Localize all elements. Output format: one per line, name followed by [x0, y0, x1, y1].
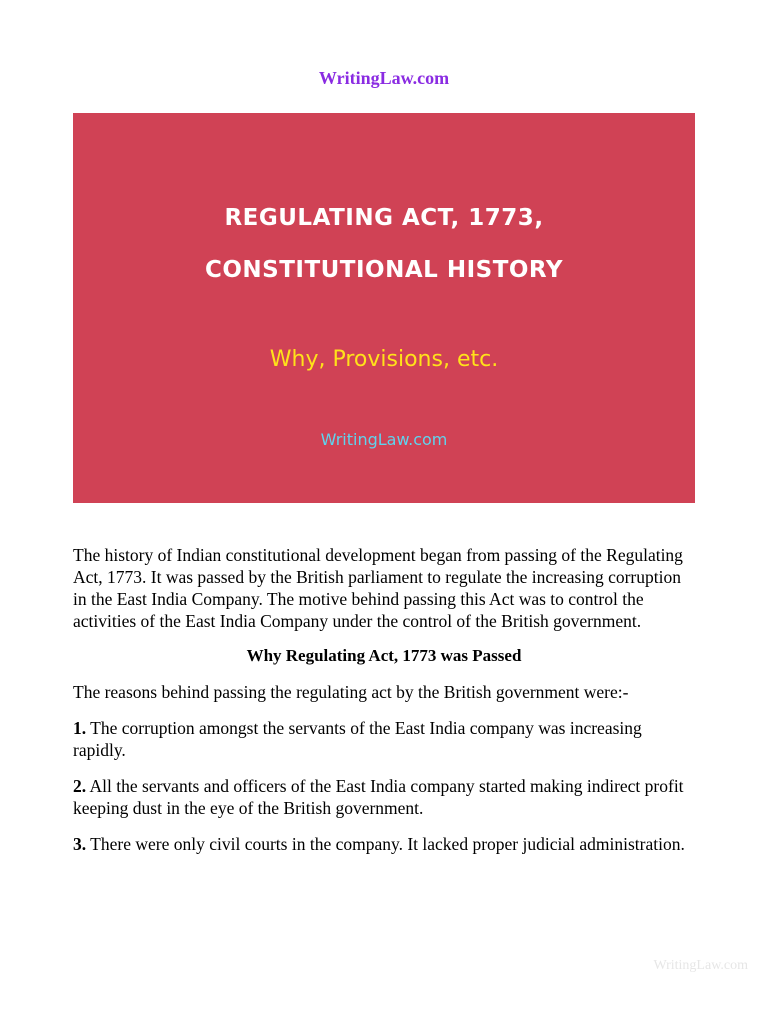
article-body — [73, 544, 695, 869]
reason-item-2 — [73, 775, 695, 819]
site-header-link[interactable]: WritingLaw.com — [318, 68, 450, 88]
reason-text: The corruption amongst the servants of the East India company was increasing rapidly. — [73, 718, 642, 760]
reason-item-3 — [73, 833, 695, 855]
banner-title-line1: REGULATING ACT, 1773, — [224, 205, 544, 231]
reason-text: There were only civil courts in the company. It lacked proper judicial administration. — [86, 834, 685, 854]
reason-number: 1. — [73, 718, 87, 738]
banner-site-name: WritingLaw.com — [320, 430, 448, 449]
reason-number: 3. — [73, 834, 87, 854]
footer-watermark: WritingLaw.com — [653, 958, 748, 973]
reason-item-1 — [73, 717, 695, 761]
banner-subtitle: Why, Provisions, etc. — [269, 347, 499, 372]
cover-banner — [73, 113, 695, 503]
intro-paragraph: The history of Indian constitutional development began from passing of the Regulating Act, 1773. It was passed by the British parliament to regulate the increasing corruption in the East India Company. The motive behind passing this Act was to control the activities of the East India Company under the control of the British government. — [73, 545, 683, 631]
reason-text: All the servants and officers of the East India company started making indirect profit keeping dust in the eye of the British government. — [73, 776, 684, 818]
reason-number: 2. — [73, 776, 87, 796]
section-heading: Why Regulating Act, 1773 was Passed — [246, 646, 522, 665]
reasons-intro-paragraph: The reasons behind passing the regulating act by the British government were:- — [73, 682, 629, 702]
banner-title-line2: CONSTITUTIONAL HISTORY — [204, 257, 564, 283]
